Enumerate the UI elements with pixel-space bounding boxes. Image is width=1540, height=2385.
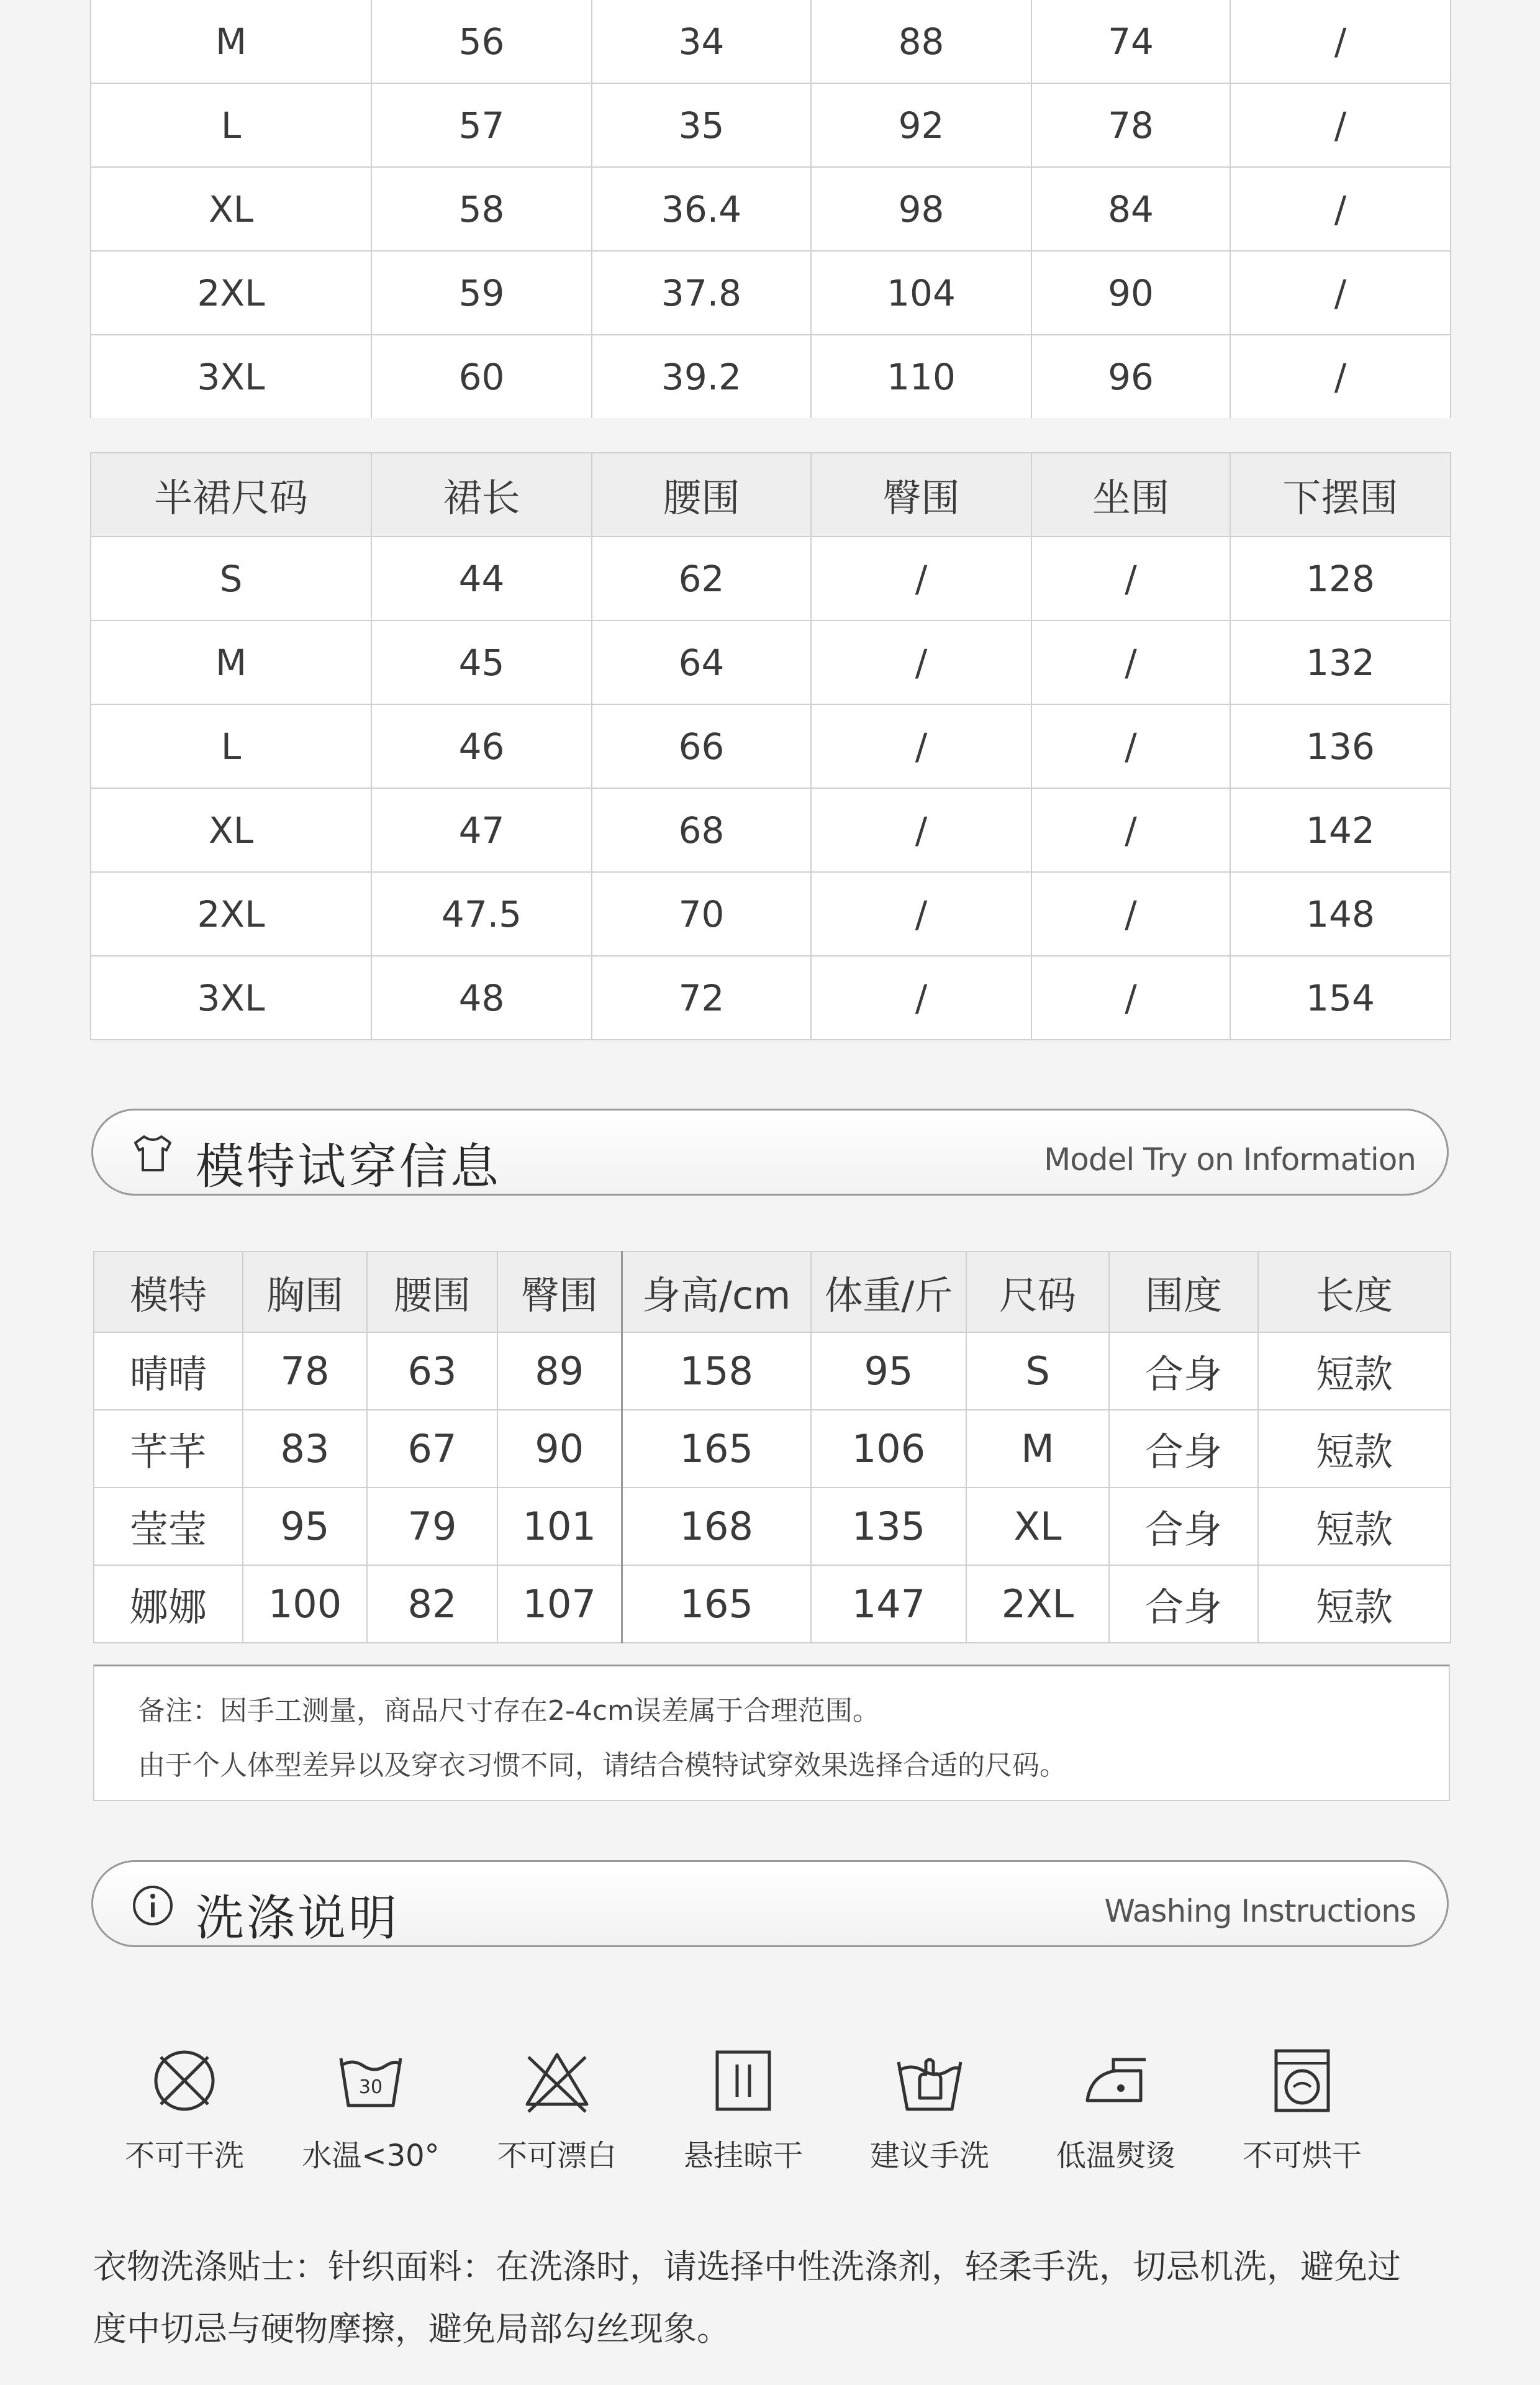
model-info-banner <box>91 1109 1449 1196</box>
table-cell: 96 <box>1031 335 1230 418</box>
table-cell: / <box>811 704 1031 788</box>
table-cell: 70 <box>592 872 811 956</box>
table-cell: 95 <box>243 1488 367 1565</box>
table-cell: M <box>91 620 371 704</box>
table-cell: 132 <box>1230 620 1451 704</box>
table-cell: 短款 <box>1258 1332 1451 1410</box>
table-row <box>94 1410 1451 1488</box>
table-row <box>91 83 1451 167</box>
care-label: 不可漂白 <box>497 2138 617 2173</box>
table-cell: 37.8 <box>592 251 811 335</box>
table-row <box>91 335 1451 418</box>
table-header-row <box>94 1252 1451 1332</box>
table-cell: 154 <box>1230 956 1451 1040</box>
table-cell: 135 <box>811 1488 966 1565</box>
table-row <box>91 704 1451 788</box>
table-cell: 84 <box>1031 167 1230 251</box>
table-cell: 合身 <box>1109 1565 1258 1643</box>
column-header: 身高/cm <box>622 1252 811 1332</box>
care-item-iron-low <box>1038 2043 1194 2174</box>
column-header: 腰围 <box>367 1252 497 1332</box>
table-cell: / <box>1230 335 1451 418</box>
hang-dry-icon <box>706 2043 781 2118</box>
table-cell: 78 <box>243 1332 367 1410</box>
table-cell: 72 <box>592 956 811 1040</box>
table-cell: 142 <box>1230 788 1451 872</box>
table-row <box>94 1488 1451 1565</box>
table-cell: 110 <box>811 335 1031 418</box>
table-cell: 158 <box>622 1332 811 1410</box>
table-cell: / <box>811 872 1031 956</box>
table-cell: S <box>91 537 371 620</box>
table-cell: 83 <box>243 1410 367 1488</box>
care-item-no-tumble-dry <box>1225 2043 1380 2174</box>
column-header: 臀围 <box>497 1252 622 1332</box>
table-cell: 短款 <box>1258 1410 1451 1488</box>
table-cell: XL <box>966 1488 1109 1565</box>
care-item-no-wash <box>107 2043 262 2174</box>
table-cell: 47 <box>371 788 592 872</box>
table-cell: 3XL <box>91 335 371 418</box>
table-row <box>94 1332 1451 1410</box>
washing-banner <box>91 1860 1449 1947</box>
table-cell: 165 <box>622 1565 811 1643</box>
washing-title: 洗涤说明 <box>196 1891 400 1947</box>
table-cell: 60 <box>371 335 592 418</box>
size-note <box>93 1665 1450 1801</box>
table-cell: 104 <box>811 251 1031 335</box>
table-cell: 36.4 <box>592 167 811 251</box>
table-cell: 3XL <box>91 956 371 1040</box>
table-cell: 34 <box>592 0 811 83</box>
table-cell: / <box>1031 620 1230 704</box>
table-cell: S <box>966 1332 1109 1410</box>
washing-tips-line2: 度中切忌与硬物摩擦，避免局部勾丝现象。 <box>93 2309 730 2348</box>
table-cell: 88 <box>811 0 1031 83</box>
table-cell: 66 <box>592 704 811 788</box>
table-cell: 90 <box>497 1410 622 1488</box>
table-cell: 58 <box>371 167 592 251</box>
wash-30-icon <box>333 2043 408 2118</box>
table-cell: / <box>1031 956 1230 1040</box>
shirt-icon <box>130 1132 175 1176</box>
table-cell: 92 <box>811 83 1031 167</box>
table-cell: 合身 <box>1109 1488 1258 1565</box>
model-info-table <box>93 1251 1451 1643</box>
table-row <box>91 872 1451 956</box>
table-cell: 芊芊 <box>94 1410 243 1488</box>
table-cell: / <box>1031 788 1230 872</box>
table-cell: 娜娜 <box>94 1565 243 1643</box>
table-cell: 68 <box>592 788 811 872</box>
table-cell: 78 <box>1031 83 1230 167</box>
care-item-hand-wash <box>852 2043 1007 2174</box>
table-cell: / <box>1230 0 1451 83</box>
table-cell: / <box>1230 167 1451 251</box>
table-cell: 64 <box>592 620 811 704</box>
table-cell: XL <box>91 167 371 251</box>
table-cell: 95 <box>811 1332 966 1410</box>
table-cell: 106 <box>811 1410 966 1488</box>
size-note-line1: 备注：因手工测量，商品尺寸存在2-4cm误差属于合理范围。 <box>138 1695 880 1727</box>
table-cell: 90 <box>1031 251 1230 335</box>
care-label: 建议手洗 <box>869 2138 989 2173</box>
column-header: 围度 <box>1109 1252 1258 1332</box>
table-cell: 101 <box>497 1488 622 1565</box>
table-cell: 98 <box>811 167 1031 251</box>
table-cell: 短款 <box>1258 1565 1451 1643</box>
model-info-subtitle: Model Try on Information <box>1044 1142 1416 1178</box>
column-header: 下摆围 <box>1230 453 1451 537</box>
table-cell: / <box>1230 251 1451 335</box>
skirt-size-table <box>90 452 1451 1040</box>
no-tumble-dry-icon <box>1265 2043 1339 2118</box>
info-circle-icon <box>130 1883 175 1928</box>
care-item-wash-30 <box>293 2043 448 2174</box>
table-cell: L <box>91 704 371 788</box>
table-cell: 莹莹 <box>94 1488 243 1565</box>
column-header: 半裙尺码 <box>91 453 371 537</box>
table-cell: 74 <box>1031 0 1230 83</box>
table-cell: 100 <box>243 1565 367 1643</box>
table-cell: 44 <box>371 537 592 620</box>
size-note-line2: 由于个人体型差异以及穿衣习惯不同，请结合模特试穿效果选择合适的尺码。 <box>138 1750 1067 1781</box>
washing-subtitle: Washing Instructions <box>1104 1893 1416 1929</box>
table-cell: 2XL <box>966 1565 1109 1643</box>
column-header: 坐围 <box>1031 453 1230 537</box>
column-header: 腰围 <box>592 453 811 537</box>
table-cell: / <box>811 537 1031 620</box>
care-label: 低温熨烫 <box>1056 2138 1175 2173</box>
no-bleach-icon <box>520 2043 594 2118</box>
column-header: 体重/斤 <box>811 1252 966 1332</box>
table-cell: 89 <box>497 1332 622 1410</box>
care-item-hang-dry <box>666 2043 821 2174</box>
table-cell: XL <box>91 788 371 872</box>
table-cell: 82 <box>367 1565 497 1643</box>
table-cell: 48 <box>371 956 592 1040</box>
table-header-row <box>91 453 1451 537</box>
table-cell: / <box>1031 872 1230 956</box>
care-label: 不可烘干 <box>1242 2138 1362 2173</box>
table-row <box>94 1565 1451 1643</box>
care-item-no-bleach <box>479 2043 635 2174</box>
table-cell: 2XL <box>91 872 371 956</box>
table-cell: 57 <box>371 83 592 167</box>
table-cell: 67 <box>367 1410 497 1488</box>
column-header: 模特 <box>94 1252 243 1332</box>
table-cell: / <box>811 620 1031 704</box>
care-label: 不可干洗 <box>124 2138 244 2173</box>
table-cell: 56 <box>371 0 592 83</box>
wash-30-number: 30 <box>358 2076 383 2098</box>
table-cell: 35 <box>592 83 811 167</box>
column-header: 臀围 <box>811 453 1031 537</box>
table-cell: 合身 <box>1109 1410 1258 1488</box>
table-cell: 47.5 <box>371 872 592 956</box>
table-cell: 39.2 <box>592 335 811 418</box>
table-cell: 148 <box>1230 872 1451 956</box>
table-row <box>91 620 1451 704</box>
table-cell: M <box>91 0 371 83</box>
table-cell: 168 <box>622 1488 811 1565</box>
table-cell: 107 <box>497 1565 622 1643</box>
column-header: 裙长 <box>371 453 592 537</box>
model-info-title: 模特试穿信息 <box>196 1139 502 1195</box>
column-header: 长度 <box>1258 1252 1451 1332</box>
table-cell: 128 <box>1230 537 1451 620</box>
table-cell: 合身 <box>1109 1332 1258 1410</box>
no-wash-icon <box>147 2043 222 2118</box>
table-row <box>91 251 1451 335</box>
table-row <box>91 0 1451 83</box>
care-label: 悬挂晾干 <box>683 2138 803 2173</box>
washing-tips-line1: 衣物洗涤贴士：针织面料：在洗涤时，请选择中性洗涤剂，轻柔手洗，切忌机洗，避免过 <box>93 2247 1401 2286</box>
table-cell: 59 <box>371 251 592 335</box>
table-row <box>91 167 1451 251</box>
table-cell: 79 <box>367 1488 497 1565</box>
table-cell: 165 <box>622 1410 811 1488</box>
table-cell: 136 <box>1230 704 1451 788</box>
table-cell: 晴晴 <box>94 1332 243 1410</box>
table-cell: / <box>1031 704 1230 788</box>
top-size-table <box>90 0 1451 418</box>
table-cell: 45 <box>371 620 592 704</box>
table-cell: 46 <box>371 704 592 788</box>
column-header: 胸围 <box>243 1252 367 1332</box>
table-cell: 63 <box>367 1332 497 1410</box>
washing-tips <box>93 2236 1459 2360</box>
table-cell: / <box>811 788 1031 872</box>
table-row <box>91 537 1451 620</box>
iron-low-icon <box>1079 2043 1153 2118</box>
table-cell: / <box>1230 83 1451 167</box>
hand-wash-icon <box>892 2043 967 2118</box>
table-cell: M <box>966 1410 1109 1488</box>
care-label: 水温<30° <box>302 2138 440 2173</box>
table-cell: 2XL <box>91 251 371 335</box>
column-header: 尺码 <box>966 1252 1109 1332</box>
table-cell: 62 <box>592 537 811 620</box>
table-row <box>91 956 1451 1040</box>
table-cell: 短款 <box>1258 1488 1451 1565</box>
table-cell: / <box>811 956 1031 1040</box>
table-cell: / <box>1031 537 1230 620</box>
table-cell: L <box>91 83 371 167</box>
table-row <box>91 788 1451 872</box>
table-cell: 147 <box>811 1565 966 1643</box>
